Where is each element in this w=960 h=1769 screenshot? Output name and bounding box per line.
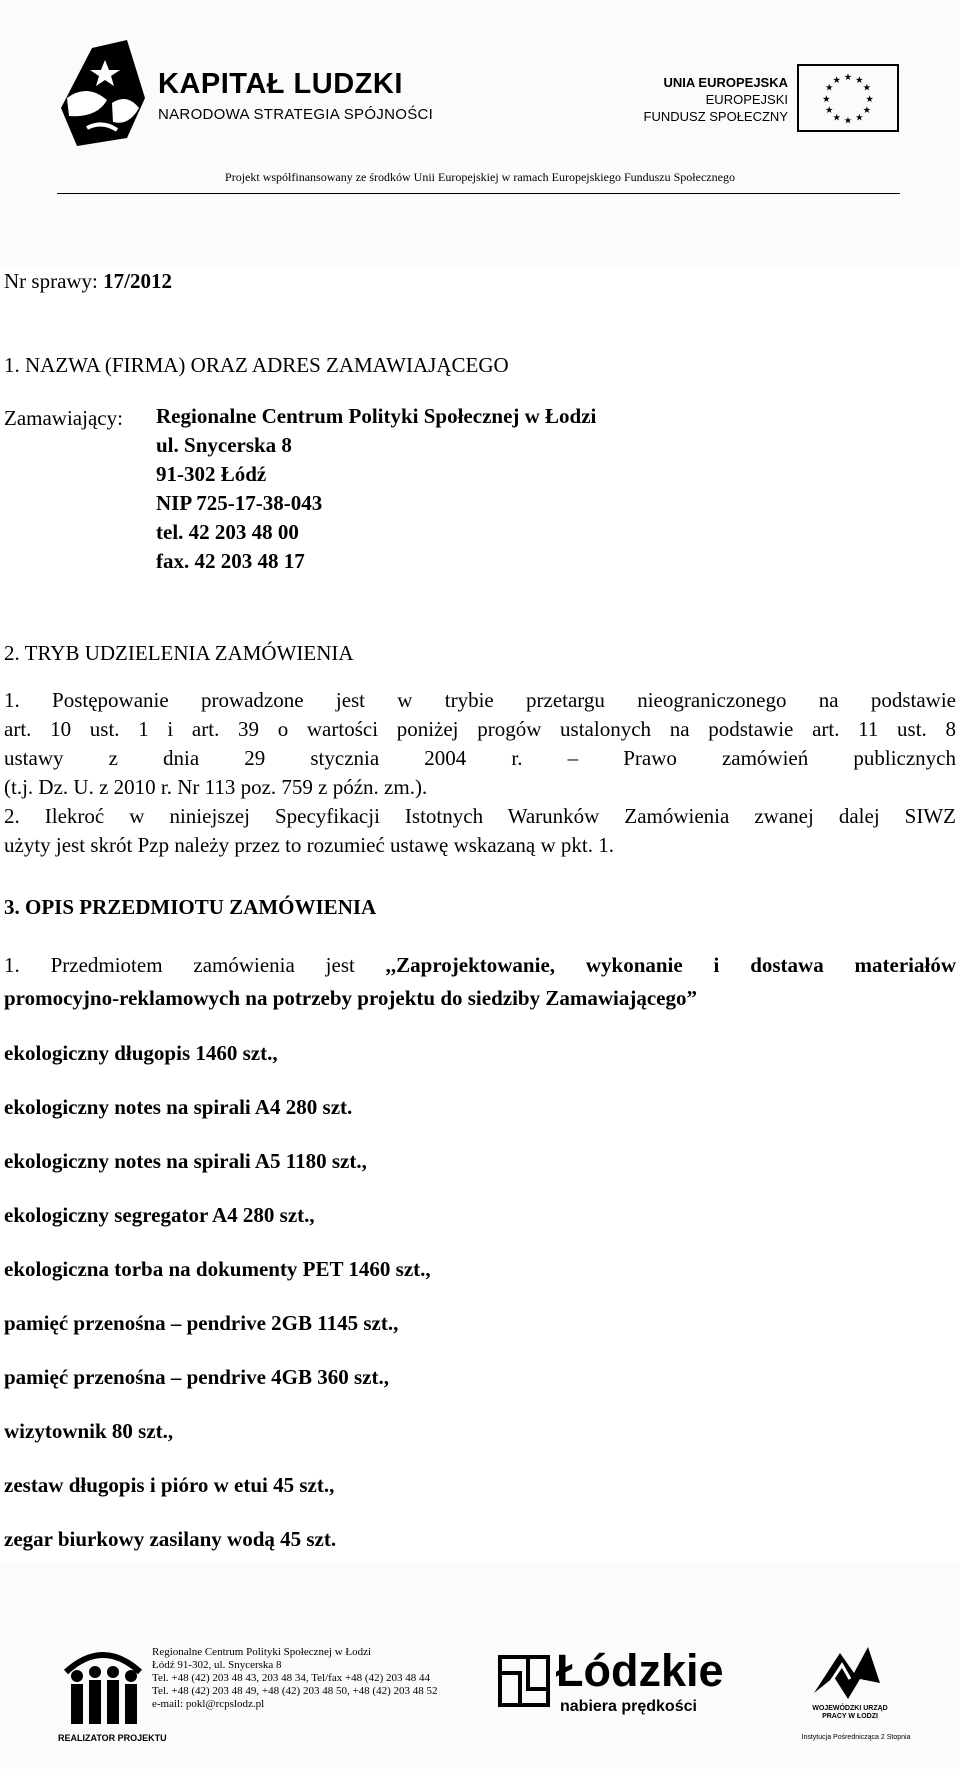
orderer-postcode: 91-302 Łódź	[156, 462, 267, 486]
subject-title-2: promocyjno-reklamowych na potrzeby projektu do siedziby Zamawiającego”	[4, 986, 697, 1010]
header-divider	[57, 193, 900, 194]
subject-description	[4, 949, 956, 1015]
svg-text:★: ★	[822, 93, 831, 105]
kapital-ludzki-title: KAPITAŁ LUDZKI	[158, 68, 403, 100]
paragraph-line: 2. Ilekroć w niniejszej Specyfikacji Istotnych Warunków Zamówienia zwanej dalej SIWZ	[4, 804, 956, 828]
svg-text:★: ★	[862, 82, 872, 94]
section-3-title: 3. OPIS PRZEDMIOTU ZAMÓWIENIA	[4, 895, 377, 919]
eu-line-3: FUNDUSZ SPOŁECZNY	[643, 109, 788, 124]
subject-title-1: ,,Zaprojektowanie, wykonanie i dostawa materiałów	[385, 953, 956, 977]
orderer-street: ul. Snycerska 8	[156, 433, 292, 457]
paragraph-line: (t.j. Dz. U. z 2010 r. Nr 113 poz. 759 z późn. zm.).	[4, 775, 428, 799]
lodzkie-slogan: nabiera prędkości	[560, 1698, 697, 1715]
list-item: ekologiczny długopis 1460 szt.,	[4, 1041, 278, 1065]
subject-line-1	[4, 949, 956, 982]
svg-text:★: ★	[824, 105, 834, 117]
eu-flag-icon	[797, 64, 899, 132]
footer-contact-line: Regionalne Centrum Polityki Społecznej w Łodzi	[152, 1646, 372, 1658]
list-item: ekologiczna torba na dokumenty PET 1460 szt.,	[4, 1257, 431, 1281]
list-item: pamięć przenośna – pendrive 4GB 360 szt.,	[4, 1365, 389, 1389]
eu-fund-label	[640, 74, 788, 125]
svg-text:★: ★	[832, 74, 841, 86]
subject-intro: 1. Przedmiotem zamówienia jest	[4, 953, 386, 977]
svg-text:★: ★	[855, 112, 864, 124]
lodzkie-title: Łódzkie	[556, 1645, 724, 1696]
orderer-phone: tel. 42 203 48 00	[156, 520, 299, 544]
case-number-value: 17/2012	[103, 269, 172, 293]
orderer-address	[156, 402, 596, 576]
svg-text:★: ★	[824, 82, 834, 94]
svg-text:★: ★	[843, 72, 853, 84]
cofunding-note: Projekt współfinansowany ze środków Unii Europejskiej w ramach Europejskiego Funduszu Społecznego	[225, 170, 735, 184]
orderer-fax: fax. 42 203 48 17	[156, 549, 305, 573]
list-item: pamięć przenośna – pendrive 2GB 1145 szt.,	[4, 1311, 399, 1335]
list-item: ekologiczny notes na spirali A4 280 szt.	[4, 1095, 353, 1119]
footer-contact-line: e-mail: pokl@rcpslodz.pl	[152, 1698, 265, 1710]
eu-line-2: EUROPEJSKI	[705, 92, 788, 107]
paragraph-line: użyty jest skrót Pzp należy przez to rozumieć ustawę wskazaną w pkt. 1.	[4, 833, 614, 857]
case-number-label: Nr sprawy:	[4, 269, 104, 293]
svg-text:★: ★	[843, 115, 853, 127]
svg-text:★: ★	[862, 105, 872, 117]
section-1-title: 1. NAZWA (FIRMA) ORAZ ADRES ZAMAWIAJĄCEGO	[4, 353, 509, 377]
kapital-ludzki-logo-icon	[57, 38, 157, 148]
header-band	[0, 0, 960, 268]
wup-name: WOJEWÓDZKI URZĄD PRACY W ŁODZI	[812, 1705, 888, 1720]
wup-subtitle: Instytucja Pośrednicząca 2 Stopnia	[801, 1734, 911, 1741]
eu-line-1: UNIA EUROPEJSKA	[663, 75, 788, 90]
list-item: wizytownik 80 szt.,	[4, 1419, 174, 1443]
section-2-paragraph-2	[4, 802, 956, 860]
people-group-icon	[62, 1638, 144, 1732]
footer-contact-line: Tel. +48 (42) 203 48 49, +48 (42) 203 48 50, +48 (42) 203 48 52	[152, 1685, 438, 1697]
realizator-label: REALIZATOR PROJEKTU	[58, 1733, 167, 1743]
list-item: zestaw długopis i pióro w etui 45 szt.,	[4, 1473, 335, 1497]
svg-text:★: ★	[855, 74, 864, 86]
section-2-title: 2. TRYB UDZIELENIA ZAMÓWIENIA	[4, 641, 354, 665]
orderer-nip: NIP 725-17-38-043	[156, 491, 323, 515]
svg-text:★: ★	[865, 93, 874, 105]
footer-contact	[152, 1646, 437, 1711]
section-2-paragraph-1	[4, 686, 956, 802]
list-item: ekologiczny notes na spirali A5 1180 szt.,	[4, 1149, 367, 1173]
kapital-ludzki-subtitle: NARODOWA STRATEGIA SPÓJNOŚCI	[158, 106, 434, 123]
paragraph-line: ustawy z dnia 29 stycznia 2004 r. – Prawo zamówień publicznych	[4, 746, 956, 770]
case-number-line	[4, 268, 172, 294]
paragraph-line: art. 10 ust. 1 i art. 39 o wartości poniżej progów ustalonych na podstawie art. 11 ust. 8	[4, 717, 956, 741]
orderer-name: Regionalne Centrum Polityki Społecznej w Łodzi	[156, 404, 597, 428]
wup-logo-icon	[810, 1643, 882, 1703]
lodzkie-logo-icon	[498, 1655, 550, 1707]
list-item: ekologiczny segregator A4 280 szt.,	[4, 1203, 315, 1227]
orderer-label: Zamawiający:	[4, 406, 123, 430]
footer-contact-line: Łódź 91-302, ul. Snycerska 8	[152, 1659, 282, 1671]
paragraph-line: 1. Postępowanie prowadzone jest w trybie przetargu nieograniczonego na podstawie	[4, 688, 956, 712]
list-item: zegar biurkowy zasilany wodą 45 szt.	[4, 1527, 337, 1551]
svg-text:★: ★	[832, 112, 841, 124]
footer-contact-line: Tel. +48 (42) 203 48 43, 203 48 34, Tel/fax +48 (42) 203 48 44	[152, 1672, 430, 1684]
